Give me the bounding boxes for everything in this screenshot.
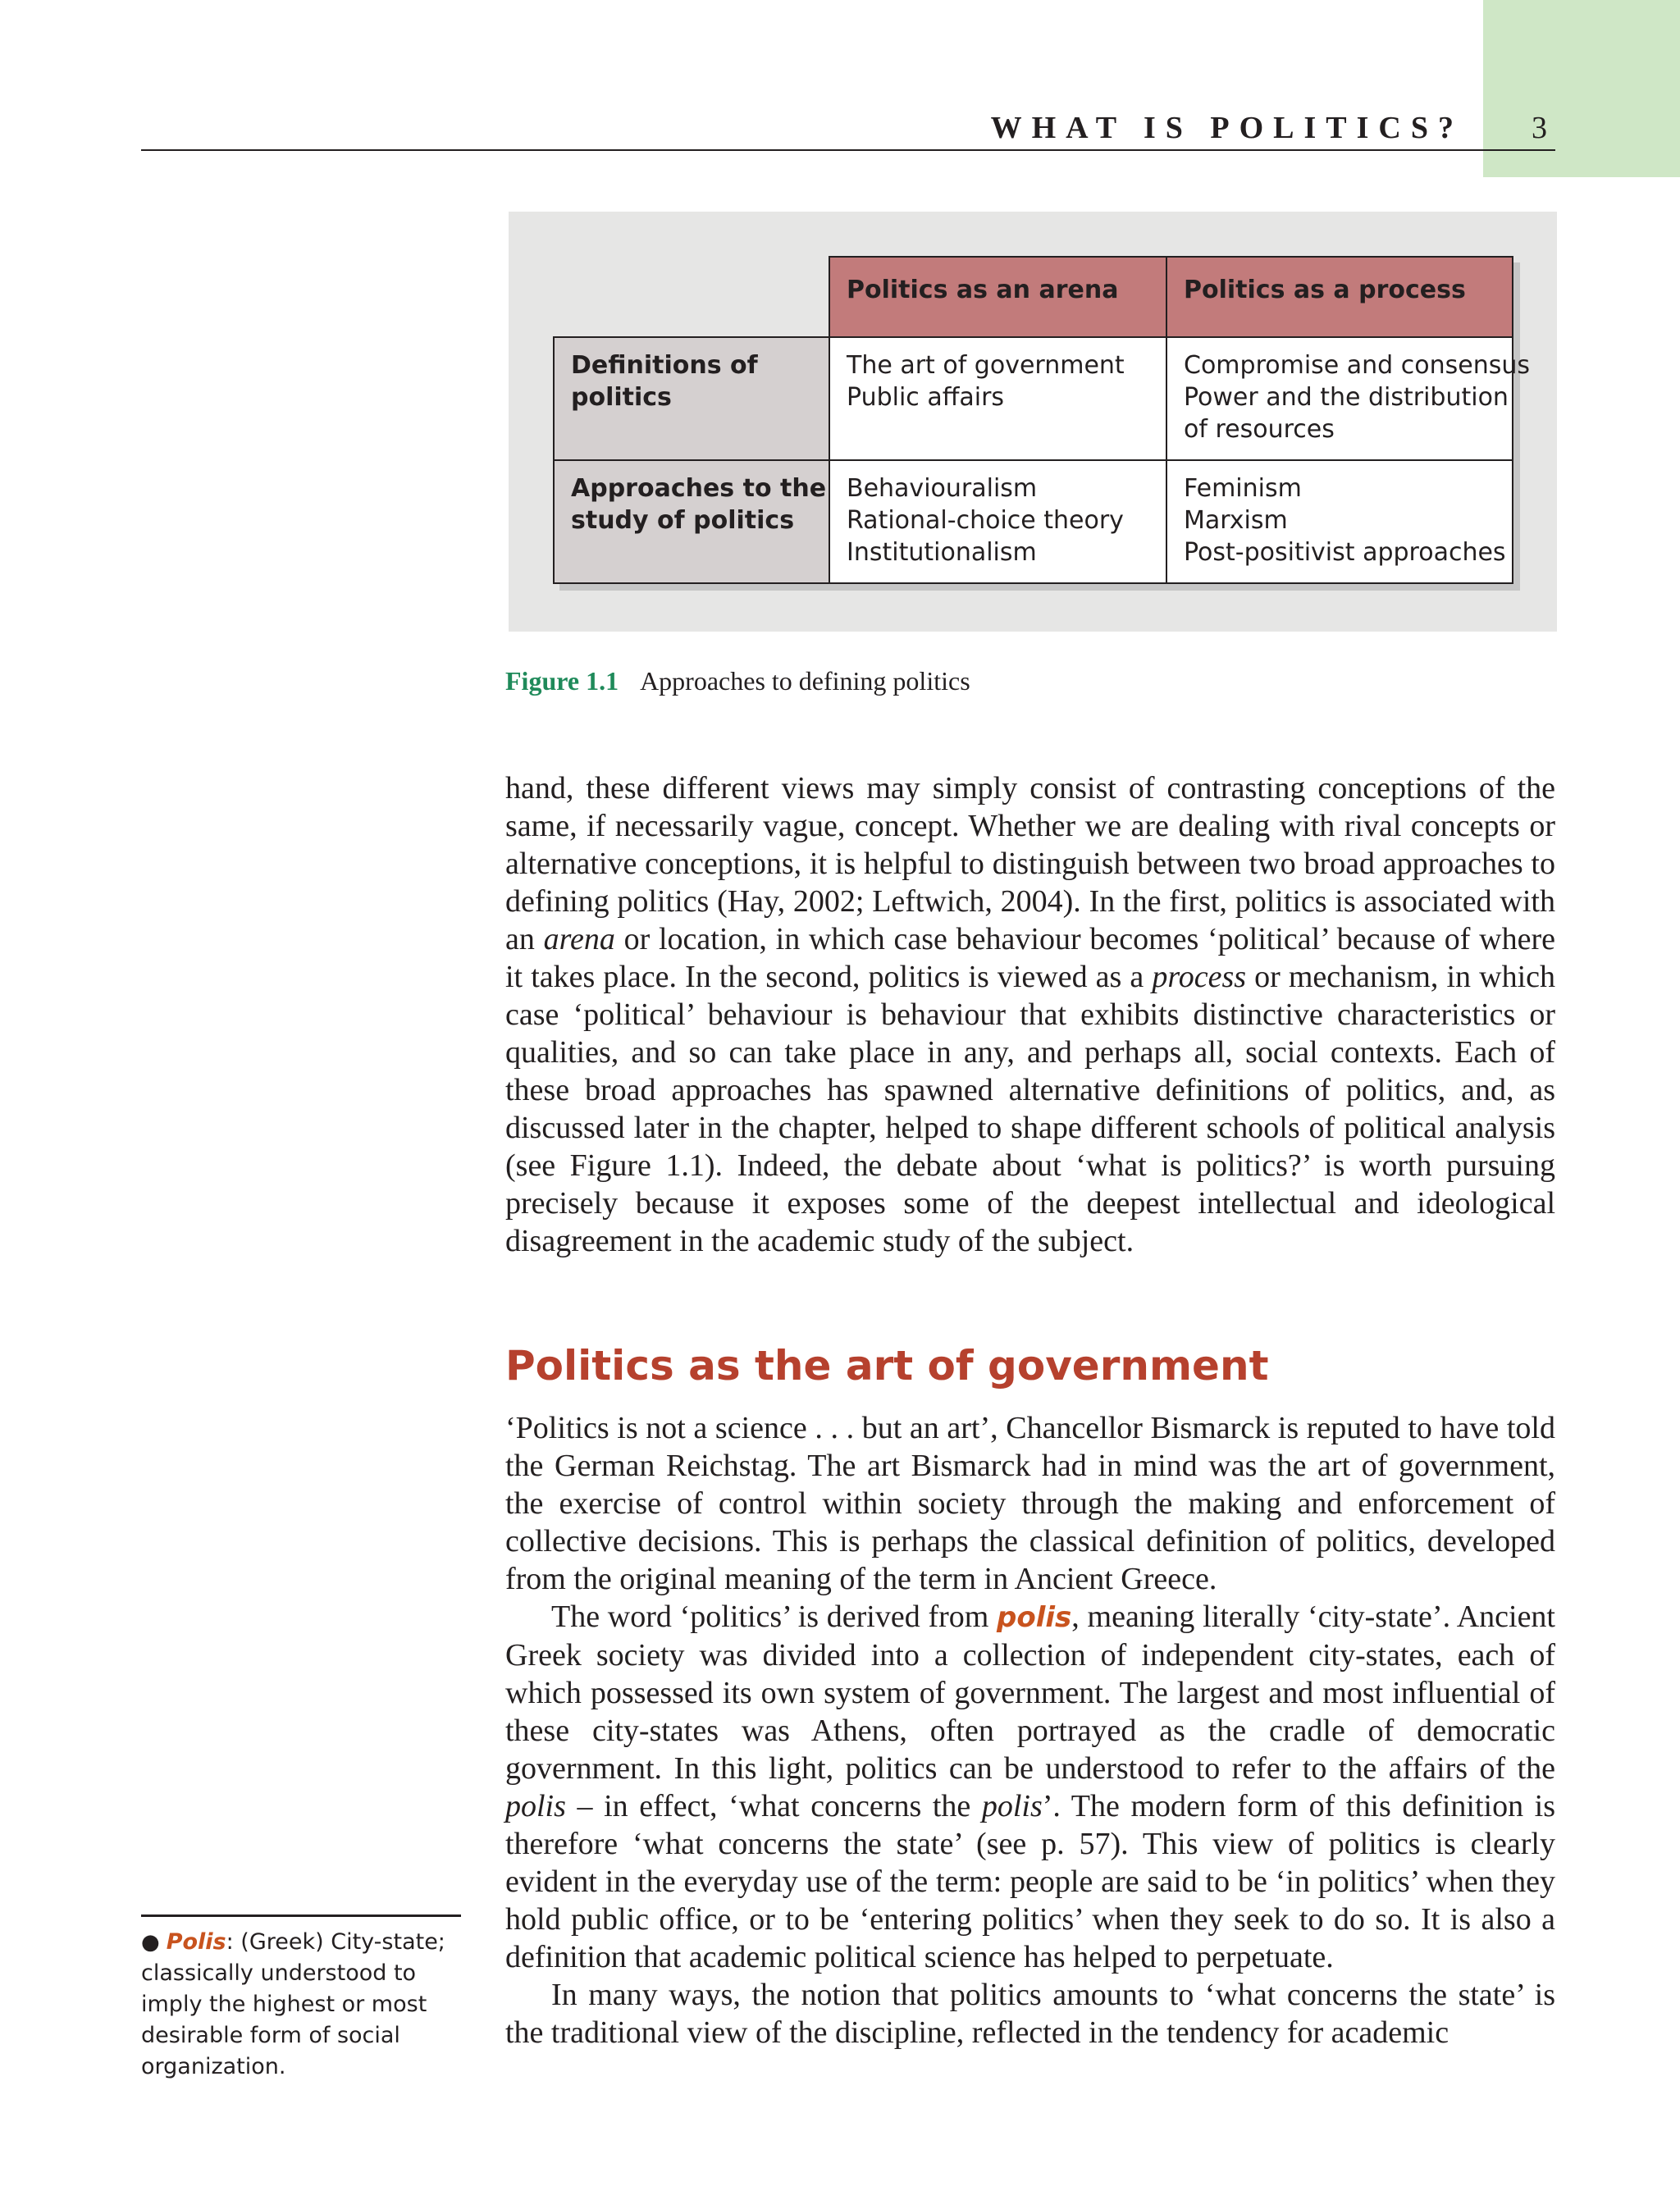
emphasis-process: process xyxy=(1152,960,1247,994)
paragraph-text: , meaning literally ‘city-state’. Ancient Greek society was divided into a collection of independent city-states, each of which possessed its own system of government. The largest and most influential of these city-states was Athens, often portrayed as the cradle of democratic government. In this light, politics can be understood to refer to the affairs of the xyxy=(505,1600,1555,1786)
margin-note xyxy=(141,1914,461,2083)
running-title: WHAT IS POLITICS? xyxy=(990,111,1463,145)
figure-panel xyxy=(509,212,1557,632)
paragraph-text: or mechanism, in which case ‘political’ behaviour is behaviour that exhibits distinctive characteristics or qualities, and so can take place in any, and perhaps all, social contexts. Each of these broad approaches has spawned alternative definitions of politics, and, as discussed later in the chapter, helped to shape different schools of political analysis (see Figure 1.1). Indeed, the debate about ‘what is politics?’ is worth pursuing precisely because it exposes some of the deepest intellectual and ideological disagreement in the academic study of the subject. xyxy=(505,960,1555,1258)
paragraph-text: hand, these different views may simply consist of contrasting conceptions of the same, if necessarily vague, concept. Whether we are dealing with rival concepts or alternative conceptions, it is helpful to distinguish between two broad approaches to defining politics (Hay, 2002; Leftwich, 2004). In the first, politics is associated with an xyxy=(505,771,1555,956)
running-head xyxy=(141,107,1555,151)
emphasis-polis: polis xyxy=(981,1789,1043,1823)
keyword-polis: polis xyxy=(997,1601,1072,1634)
cell-approaches-process xyxy=(1166,459,1513,584)
cell-definitions-arena xyxy=(829,336,1167,461)
cell-line: Public affairs xyxy=(847,383,1005,412)
emphasis-polis: polis xyxy=(505,1789,566,1823)
section-paragraph-3: In many ways, the notion that politics amounts to ‘what concerns the state’ is the traditional view of the discipline, reflected in the tendency for academic xyxy=(505,1978,1555,2050)
section-heading: Politics as the art of government xyxy=(505,1342,1269,1390)
paragraph-text: – in effect, ‘what concerns the xyxy=(565,1789,982,1823)
section-paragraph-1: ‘Politics is not a science . . . but an art’, Chancellor Bismarck is reputed to have told the German Reichstag. The art Bismarck had in mind was the art of government, the exercise of control within society through the making and enforcement of collective decisions. This is perhaps the classical definition of politics, developed from the original meaning of the term in Ancient Greece. xyxy=(505,1411,1555,1596)
paragraph-text: ’. The modern form of this definition is therefore ‘what concerns the state’ (see p. 57). This view of politics is clearly evident in the everyday use of the term: people are said to be ‘in politics’ when they hold public office, or to be ‘entering politics’ when they seek to do so. It is also a definition that academic political science has helped to perpetuate. xyxy=(505,1789,1555,1974)
row-header-line: Approaches to the xyxy=(571,474,827,503)
cell-line: Compromise and consensus xyxy=(1184,351,1530,380)
cell-line: of resources xyxy=(1184,415,1335,444)
margin-note-term: Polis xyxy=(166,1929,226,1955)
paragraph-text: The word ‘politics’ is derived from xyxy=(551,1600,998,1634)
bullet-icon: ● xyxy=(141,1930,160,1955)
cell-line: Rational-choice theory xyxy=(847,506,1124,535)
figure-label: Figure 1.1 xyxy=(505,666,619,696)
row-header-line: Definitions of xyxy=(571,351,758,380)
cell-line: Power and the distribution xyxy=(1184,383,1509,412)
emphasis-arena: arena xyxy=(543,922,615,956)
cell-approaches-arena xyxy=(829,459,1167,584)
cell-definitions-process xyxy=(1166,336,1530,461)
cell-line: Post-positivist approaches xyxy=(1184,538,1506,567)
row-header-line: politics xyxy=(571,383,672,412)
column-header-arena: Politics as an arena xyxy=(829,256,1167,338)
cell-line: Institutionalism xyxy=(847,538,1037,567)
row-header-definitions xyxy=(553,336,830,461)
paragraph-text: or location, in which case behaviour becomes ‘political’ because of where it takes place. In the second, politics is viewed as a xyxy=(505,922,1555,994)
cell-line: Marxism xyxy=(1184,506,1288,535)
intro-paragraph xyxy=(505,769,1555,1260)
row-header-line: study of politics xyxy=(571,506,795,535)
section-body xyxy=(505,1409,1555,2051)
page-number: 3 xyxy=(1532,111,1547,145)
figure-caption-text: Approaches to defining politics xyxy=(640,666,970,696)
column-header-process: Politics as a process xyxy=(1166,256,1513,338)
cell-line: Feminism xyxy=(1184,474,1302,503)
cell-line: Behaviouralism xyxy=(847,474,1038,503)
section-paragraph-2 xyxy=(505,1598,1555,1976)
row-header-approaches xyxy=(553,459,830,584)
figure-caption xyxy=(505,666,970,696)
cell-line: The art of government xyxy=(847,351,1125,380)
margin-note-definition: : (Greek) City-state; classically understood to imply the highest or most desirable form of social organization. xyxy=(141,1929,445,2079)
